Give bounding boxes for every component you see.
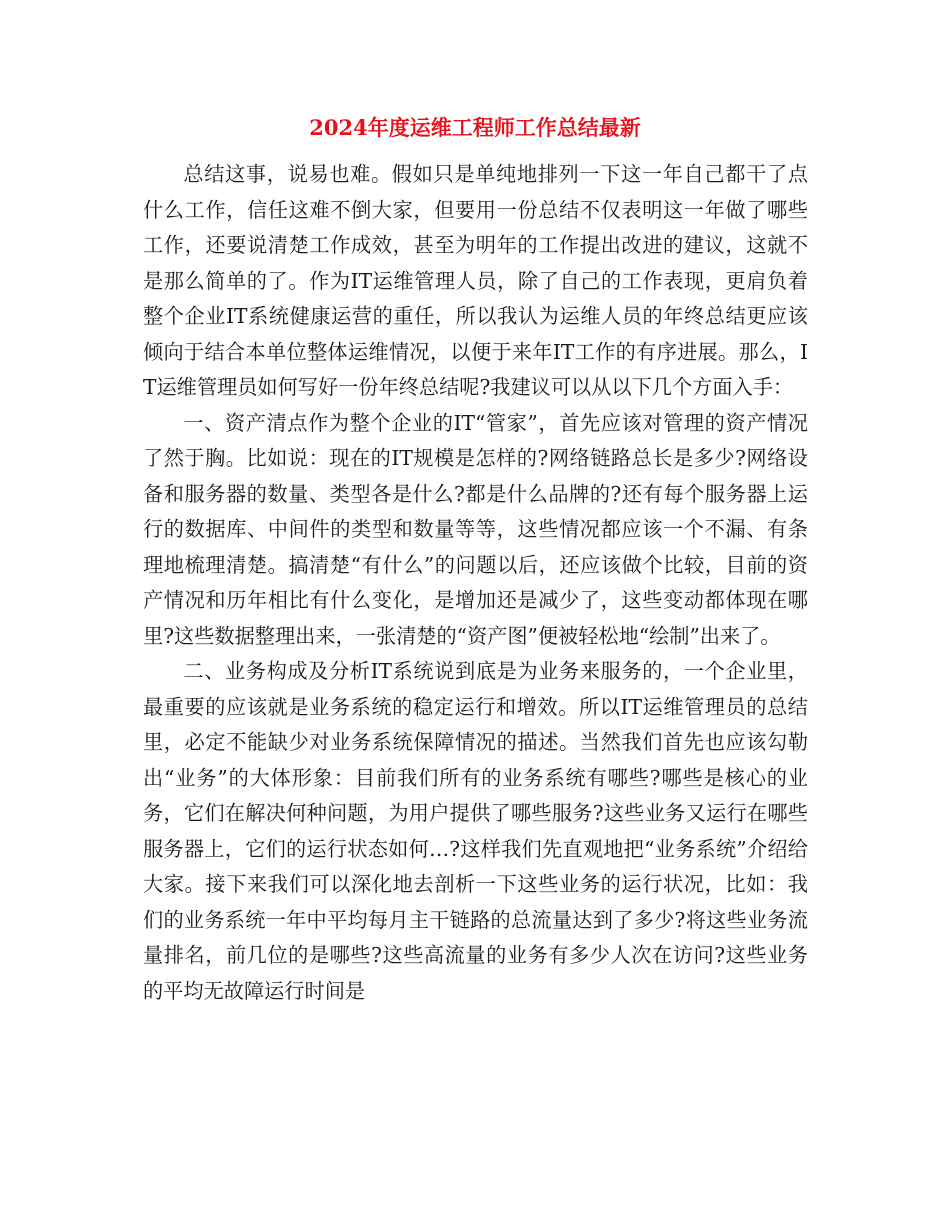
document-title: 2024年度运维工程师工作总结最新 [309, 115, 641, 140]
paragraph-asset-inventory: 一、资产清点作为整个企业的IT“管家”，首先应该对管理的资产情况了然于胸。比如说：现在的IT规模是怎样的?网络链路总长是多少?网络设备和服务器的数量、类型各是什么?都是什么品牌的?还有每个服务器上运行的数据库、中间件的类型和数量等等，这些情况都应该一个不漏、有条理地梳理清楚。搞清楚“有什么”的问题以后，还应该做个比较，目前的资产情况和历年相比有什么变化，是增加还是减少了，这些变动都体现在哪里?这些数据整理出来，一张清楚的“资产图”便被轻松地“绘制”出来了。 [143, 410, 808, 648]
document-body [143, 157, 808, 1009]
paragraph-business-analysis: 二、业务构成及分析IT系统说到底是为业务来服务的，一个企业里，最重要的应该就是业务系统的稳定运行和增效。所以IT运维管理员的总结里，必定不能缺少对业务系统保障情况的描述。当然我们首先也应该勾勒出“业务”的大体形象：目前我们所有的业务系统有哪些?哪些是核心的业务，它们在解决何种问题，为用户提供了哪些服务?这些业务又运行在哪些服务器上，它们的运行状态如何…?这样我们先直观地把“业务系统”介绍给大家。接下来我们可以深化地去剖析一下这些业务的运行状况，比如：我们的业务系统一年中平均每月主干链路的总流量达到了多少?将这些业务流量排名，前几位的是哪些?这些高流量的业务有多少人次在访问?这些业务的平均无故障运行时间是 [143, 659, 808, 1003]
paragraph-intro: 总结这事，说易也难。假如只是单纯地排列一下这一年自己都干了点什么工作，信任这难不倒大家，但要用一份总结不仅表明这一年做了哪些工作，还要说清楚工作成效，甚至为明年的工作提出改进的建议，这就不是那么简单的了。作为IT运维管理人员，除了自己的工作表现，更肩负着整个企业IT系统健康运营的重任，所以我认为运维人员的年终总结更应该倾向于结合本单位整体运维情况，以便于来年IT工作的有序进展。那么，IT运维管理员如何写好一份年终总结呢?我建议可以从以下几个方面入手： [143, 162, 808, 399]
